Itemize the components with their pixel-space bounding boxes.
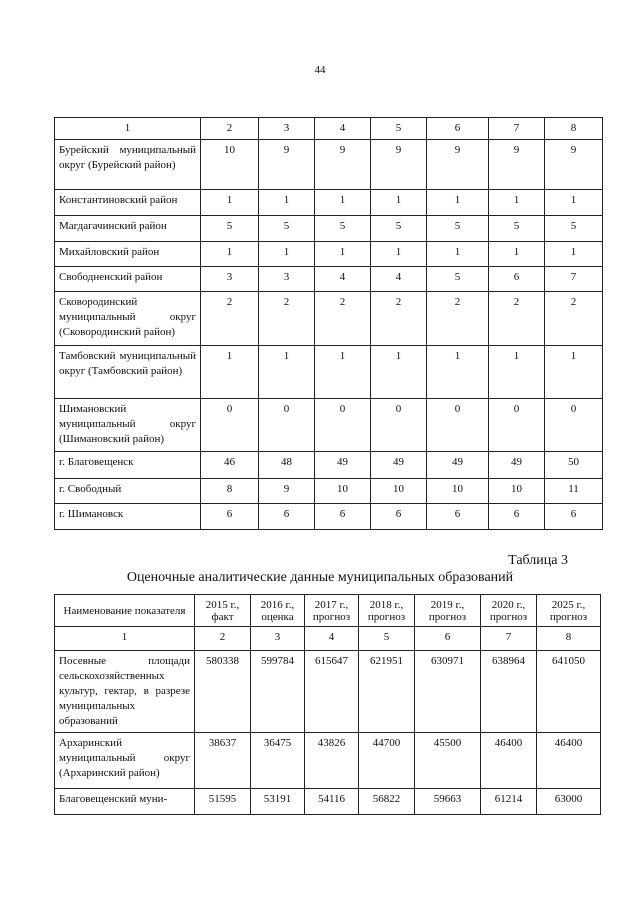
value-cell: 44700	[359, 733, 415, 789]
value-cell: 615647	[305, 651, 359, 733]
value-cell: 4	[371, 267, 427, 292]
value-cell: 5	[315, 216, 371, 242]
table-row	[55, 190, 603, 216]
value-cell: 1	[545, 242, 603, 267]
column-header: 2019 г., прогноз	[415, 595, 481, 627]
index-cell: 7	[481, 627, 537, 651]
value-cell: 641050	[537, 651, 601, 733]
value-cell: 6	[489, 504, 545, 530]
value-cell: 49	[427, 452, 489, 479]
value-cell: 3	[201, 267, 259, 292]
value-cell: 2	[315, 292, 371, 346]
value-cell: 2	[371, 292, 427, 346]
table-row	[55, 789, 601, 815]
table-row	[55, 346, 603, 399]
row-name: Благовещенский муни-	[55, 789, 195, 815]
value-cell: 61214	[481, 789, 537, 815]
value-cell: 51595	[195, 789, 251, 815]
value-cell: 11	[545, 479, 603, 504]
column-header: 2018 г., прогноз	[359, 595, 415, 627]
value-cell: 1	[315, 242, 371, 267]
value-cell: 5	[259, 216, 315, 242]
value-cell: 2	[259, 292, 315, 346]
value-cell: 1	[201, 190, 259, 216]
table-row	[55, 292, 603, 346]
index-cell: 1	[55, 627, 195, 651]
index-cell: 2	[195, 627, 251, 651]
value-cell: 6	[545, 504, 603, 530]
value-cell: 1	[427, 242, 489, 267]
table-1-header-cell: 2	[201, 118, 259, 140]
value-cell: 5	[545, 216, 603, 242]
value-cell: 8	[201, 479, 259, 504]
value-cell: 0	[259, 399, 315, 452]
table-row	[55, 479, 603, 504]
value-cell: 38637	[195, 733, 251, 789]
table-row	[55, 242, 603, 267]
value-cell: 43826	[305, 733, 359, 789]
value-cell: 630971	[415, 651, 481, 733]
value-cell: 50	[545, 452, 603, 479]
value-cell: 6	[259, 504, 315, 530]
row-name: г. Свободный	[55, 479, 201, 504]
table-1	[54, 117, 603, 530]
row-name: г. Шимановск	[55, 504, 201, 530]
value-cell: 9	[259, 479, 315, 504]
value-cell: 9	[545, 140, 603, 190]
value-cell: 6	[371, 504, 427, 530]
value-cell: 1	[259, 190, 315, 216]
value-cell: 1	[427, 346, 489, 399]
row-name: Посевные площади сельскохозяйственных культур, гектар, в разрезе муниципальных образований	[55, 651, 195, 733]
value-cell: 6	[201, 504, 259, 530]
table-1-header-row	[55, 118, 603, 140]
value-cell: 0	[201, 399, 259, 452]
value-cell: 0	[489, 399, 545, 452]
value-cell: 48	[259, 452, 315, 479]
value-cell: 46400	[481, 733, 537, 789]
value-cell: 2	[545, 292, 603, 346]
value-cell: 9	[315, 140, 371, 190]
value-cell: 56822	[359, 789, 415, 815]
value-cell: 1	[545, 346, 603, 399]
value-cell: 54116	[305, 789, 359, 815]
table-1-header-cell: 5	[371, 118, 427, 140]
table-1-header-cell: 6	[427, 118, 489, 140]
value-cell: 9	[427, 140, 489, 190]
table-3-title: Оценочные аналитические данные муниципальных образований	[126, 570, 514, 585]
value-cell: 0	[545, 399, 603, 452]
table-row	[55, 216, 603, 242]
column-header: 2015 г., факт	[195, 595, 251, 627]
column-header: 2025 г., прогноз	[537, 595, 601, 627]
row-name: Шимановский муниципальный округ (Шимановский район)	[55, 399, 201, 452]
row-name: Свободненский район	[55, 267, 201, 292]
value-cell: 1	[371, 346, 427, 399]
value-cell: 49	[371, 452, 427, 479]
value-cell: 9	[259, 140, 315, 190]
value-cell: 59663	[415, 789, 481, 815]
row-name: Тамбовский муниципальный округ (Тамбовский район)	[55, 346, 201, 399]
index-cell: 5	[359, 627, 415, 651]
value-cell: 5	[201, 216, 259, 242]
value-cell: 2	[489, 292, 545, 346]
value-cell: 5	[371, 216, 427, 242]
value-cell: 6	[489, 267, 545, 292]
value-cell: 5	[489, 216, 545, 242]
column-header: 2017 г., прогноз	[305, 595, 359, 627]
value-cell: 1	[371, 242, 427, 267]
row-name: Архаринский муниципальный округ (Архаринский район)	[55, 733, 195, 789]
row-name: Михайловский район	[55, 242, 201, 267]
index-cell: 4	[305, 627, 359, 651]
value-cell: 6	[315, 504, 371, 530]
table-1-header-cell: 8	[545, 118, 603, 140]
table-3-index-row	[55, 627, 601, 651]
value-cell: 1	[489, 346, 545, 399]
value-cell: 10	[489, 479, 545, 504]
value-cell: 1	[489, 242, 545, 267]
value-cell: 9	[371, 140, 427, 190]
table-1-header-cell: 4	[315, 118, 371, 140]
table-1-header-cell: 7	[489, 118, 545, 140]
table-row	[55, 504, 603, 530]
table-3-label: Таблица 3	[508, 553, 568, 568]
table-row	[55, 399, 603, 452]
value-cell: 49	[315, 452, 371, 479]
value-cell: 1	[371, 190, 427, 216]
value-cell: 53191	[251, 789, 305, 815]
value-cell: 36475	[251, 733, 305, 789]
value-cell: 1	[201, 346, 259, 399]
value-cell: 49	[489, 452, 545, 479]
value-cell: 0	[371, 399, 427, 452]
value-cell: 599784	[251, 651, 305, 733]
value-cell: 580338	[195, 651, 251, 733]
value-cell: 10	[315, 479, 371, 504]
value-cell: 63000	[537, 789, 601, 815]
index-cell: 8	[537, 627, 601, 651]
value-cell: 10	[427, 479, 489, 504]
value-cell: 45500	[415, 733, 481, 789]
value-cell: 621951	[359, 651, 415, 733]
value-cell: 2	[201, 292, 259, 346]
value-cell: 1	[315, 190, 371, 216]
value-cell: 10	[371, 479, 427, 504]
row-name: Сковородинский муниципальный округ (Сковородинский район)	[55, 292, 201, 346]
value-cell: 10	[201, 140, 259, 190]
value-cell: 3	[259, 267, 315, 292]
table-row	[55, 651, 601, 733]
value-cell: 46400	[537, 733, 601, 789]
value-cell: 2	[427, 292, 489, 346]
column-header: Наименование показателя	[55, 595, 195, 627]
value-cell: 9	[489, 140, 545, 190]
table-row	[55, 733, 601, 789]
column-header: 2020 г., прогноз	[481, 595, 537, 627]
table-row	[55, 267, 603, 292]
value-cell: 5	[427, 267, 489, 292]
page-number: 44	[314, 64, 326, 76]
value-cell: 1	[427, 190, 489, 216]
value-cell: 4	[315, 267, 371, 292]
table-3	[54, 594, 601, 815]
value-cell: 5	[427, 216, 489, 242]
value-cell: 1	[259, 242, 315, 267]
index-cell: 6	[415, 627, 481, 651]
table-row	[55, 452, 603, 479]
row-name: Бурейский муниципальный округ (Бурейский район)	[55, 140, 201, 190]
value-cell: 0	[427, 399, 489, 452]
index-cell: 3	[251, 627, 305, 651]
value-cell: 1	[489, 190, 545, 216]
value-cell: 46	[201, 452, 259, 479]
table-row	[55, 140, 603, 190]
value-cell: 1	[201, 242, 259, 267]
table-1-header-cell: 3	[259, 118, 315, 140]
row-name: Магдагачинский район	[55, 216, 201, 242]
value-cell: 7	[545, 267, 603, 292]
value-cell: 0	[315, 399, 371, 452]
value-cell: 1	[315, 346, 371, 399]
table-3-header-row	[55, 595, 601, 627]
column-header: 2016 г., оценка	[251, 595, 305, 627]
value-cell: 1	[259, 346, 315, 399]
table-1-header-cell: 1	[55, 118, 201, 140]
value-cell: 6	[427, 504, 489, 530]
row-name: г. Благовещенск	[55, 452, 201, 479]
row-name: Константиновский район	[55, 190, 201, 216]
value-cell: 1	[545, 190, 603, 216]
value-cell: 638964	[481, 651, 537, 733]
